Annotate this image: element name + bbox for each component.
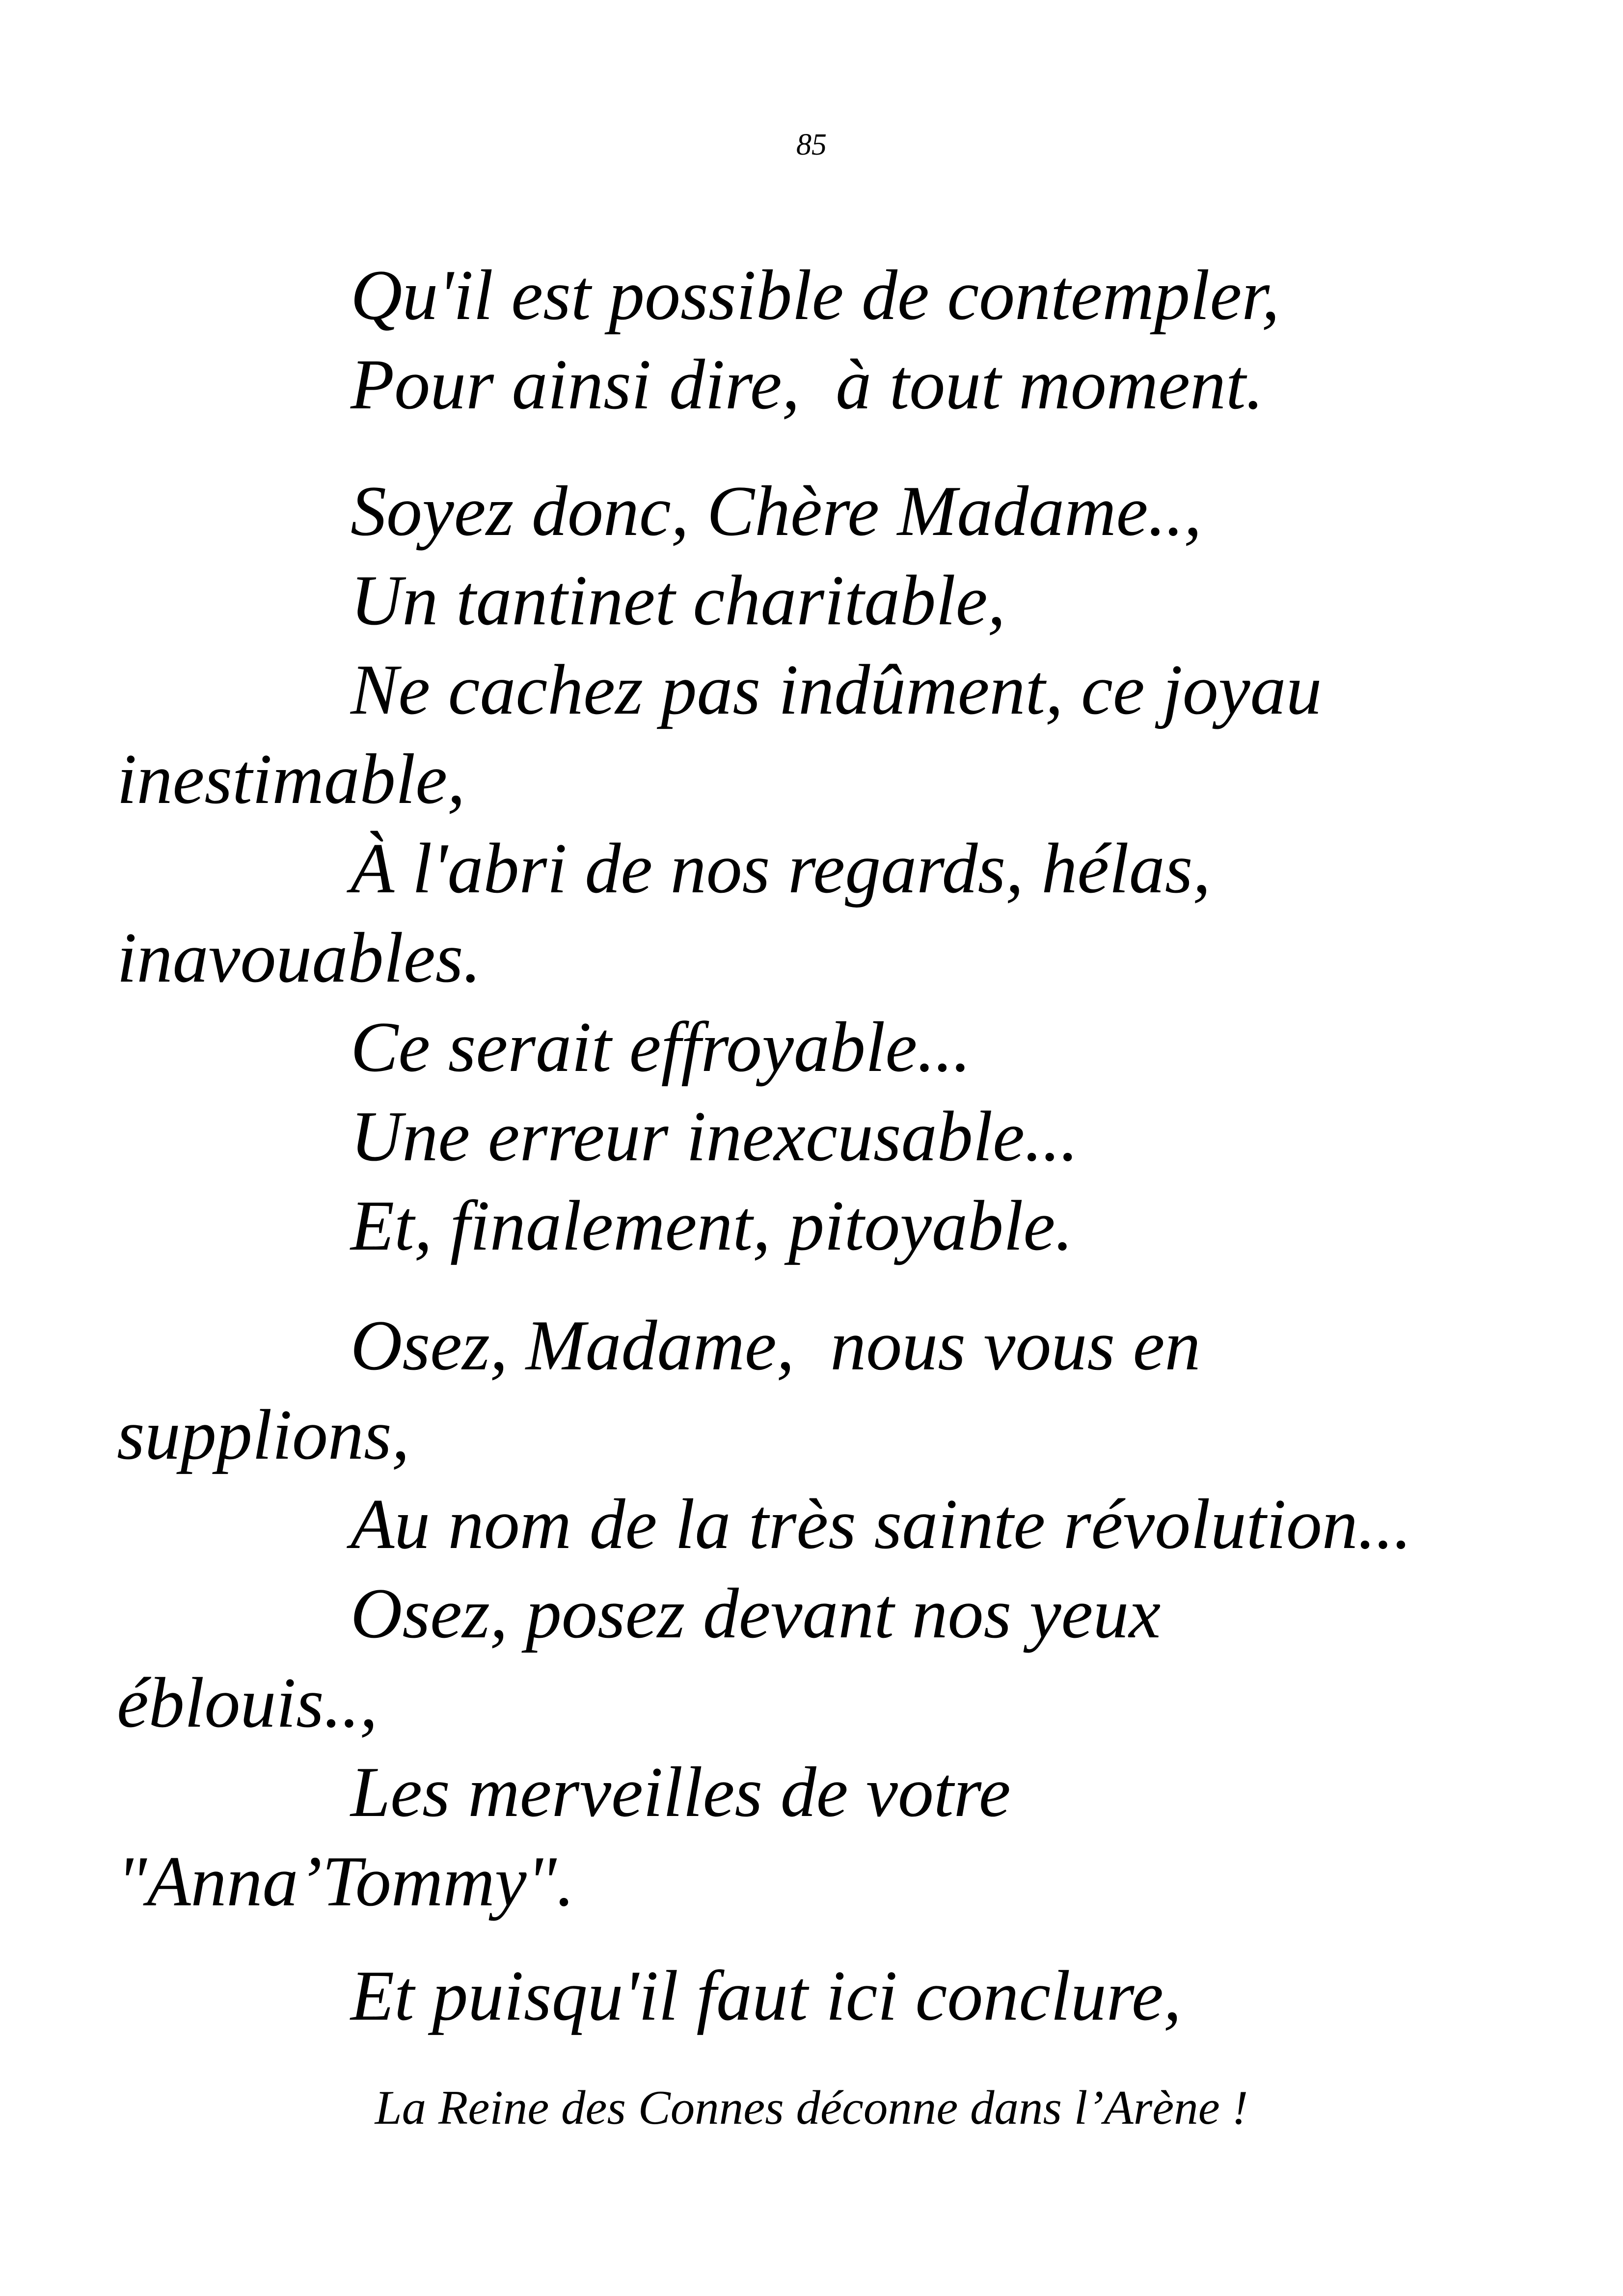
poem-line: Et puisqu'il faut ici conclure,	[351, 1956, 1182, 2035]
stanza-3	[117, 1301, 1590, 1926]
poem-line: Soyez donc, Chère Madame..,	[351, 471, 1202, 551]
poem-line: À l'abri de nos regards, hélas,	[351, 828, 1211, 908]
footer-title: La Reine des Connes déconne dans l’Arène !	[375, 2081, 1248, 2135]
stanza-1	[117, 250, 1590, 429]
poem-line: inavouables.	[117, 918, 482, 997]
poem-line: inestimable,	[117, 739, 465, 819]
poem-line: Au nom de la très sainte révolution...	[351, 1484, 1412, 1564]
poem-line: supplions,	[117, 1395, 410, 1474]
poem-line: Un tantinet charitable,	[351, 561, 1006, 640]
poem-line: Ne cachez pas indûment, ce joyau	[351, 650, 1322, 729]
stanza-4	[117, 1951, 1590, 2040]
poem-line: éblouis..,	[117, 1663, 378, 1742]
poem-line: "Anna’Tommy".	[117, 1842, 575, 1921]
poem-line: Pour ainsi dire, à tout moment.	[351, 345, 1264, 424]
page-number: 85	[796, 128, 827, 161]
poem-line: Ce serait effroyable...	[351, 1007, 971, 1087]
poem-line: Qu'il est possible de contempler,	[351, 255, 1280, 335]
stanza-2	[117, 466, 1590, 1270]
poem-line: Une erreur inexcusable...	[351, 1096, 1079, 1176]
poem-line: Osez, Madame, nous vous en	[351, 1306, 1201, 1385]
poem-line: Et, finalement, pitoyable.	[351, 1186, 1073, 1265]
poem-line: Les merveilles de votre	[351, 1752, 1011, 1832]
poem-line: Osez, posez devant nos yeux	[351, 1574, 1161, 1653]
